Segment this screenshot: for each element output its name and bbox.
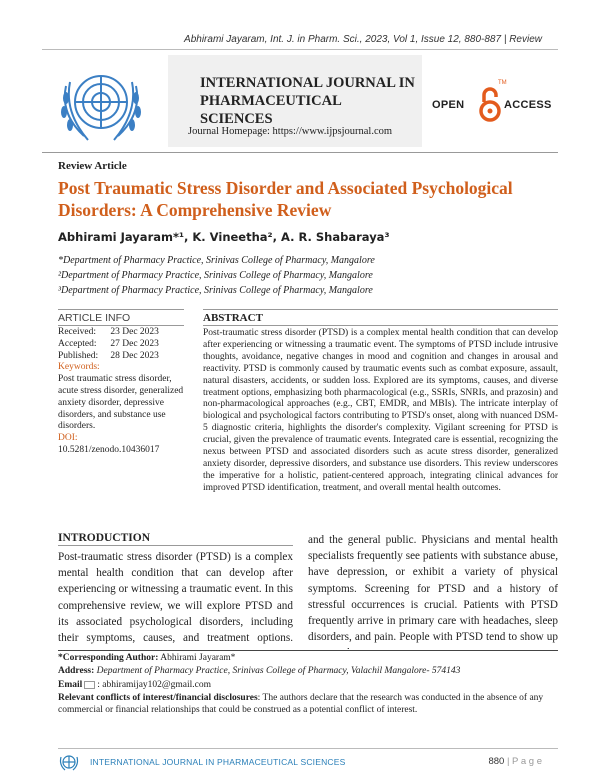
article-info-heading: ARTICLE INFO [58, 309, 184, 326]
affiliation-2: ²Department of Pharmacy Practice, Srinivas College of Pharmacy, Mangalore [58, 270, 373, 281]
keywords: Post traumatic stress disorder, acute stress disorder, generalized anxiety disorder, depressive disorders, and substance use disorders. [58, 374, 184, 432]
corresponding-name: Abhirami Jayaram* [160, 653, 236, 663]
footer-journal-name: INTERNATIONAL JOURNAL IN PHARMACEUTICAL SCIENCES [90, 757, 346, 767]
masthead-divider [42, 152, 558, 153]
conflicts-statement [58, 693, 558, 716]
email-line [58, 680, 558, 692]
article-authors: Abhirami Jayaram*¹, K. Vineetha², A. R. Shabaraya³ [58, 230, 390, 244]
open-access-badge [432, 80, 558, 126]
affiliation-3: ³Department of Pharmacy Practice, Srinivas College of Pharmacy, Mangalore [58, 285, 373, 296]
running-head: Abhirami Jayaram, Int. J. in Pharm. Sci., 2023, Vol 1, Issue 12, 880-887 | Review [184, 34, 542, 45]
header-divider [42, 49, 558, 50]
accepted-date: 27 Dec 2023 [110, 338, 159, 349]
published-date: 28 Dec 2023 [110, 350, 159, 361]
page-number [488, 756, 542, 767]
open-access-open-text: OPEN [432, 99, 465, 111]
journal-homepage[interactable]: Journal Homepage: https://www.ijpsjournal.com [188, 126, 393, 137]
accepted-label: Accepted: [58, 338, 97, 349]
page-word: | P a g e [506, 756, 542, 767]
article-type: Review Article [58, 160, 127, 172]
doi-label: DOI: [58, 433, 78, 444]
accepted-row [58, 339, 198, 351]
address-label: Address: [58, 666, 95, 676]
conflicts-label: Relevant conflicts of interest/financial disclosures [58, 693, 258, 703]
introduction-column-2: and the general public. Physicians and mental health specialists frequently see patients with substance abuse, have depression, or exhibit a variety of physical symptoms. Screening for PTSD and a history of stressful occurrences is crucial. Patients with PTSD frequently arrive in primary care with headaches, sleep disorders, and pain. People with PTSD tend to show up [308, 534, 558, 644]
corresponding-author [58, 653, 558, 665]
conflicts-text: : The authors declare that the research was conducted in the absence of any commercial or financial relationships that could be construed as a potential conflict of interest. [58, 693, 544, 715]
open-lock-icon [479, 86, 501, 122]
journal-title: INTERNATIONAL JOURNAL IN PHARMACEUTICAL SCIENCES [200, 75, 415, 127]
affiliation-1: *Department of Pharmacy Practice, Srinivas College of Pharmacy, Mangalore [58, 255, 375, 266]
received-date: 23 Dec 2023 [110, 327, 159, 337]
abstract-text: Post-traumatic stress disorder (PTSD) is a complex mental health condition that can develop after experiencing or witnessing a traumatic event. The symptoms of PTSD include intrusive thoughts, avoidance, negative changes in mood and cognition and changes in arousal and reactivity. PTSD is commonly caused by traumatic events such as combat exposure, assault, natural disasters, accidents, or sudden loss. Explored are its symptoms, causes, and diverse treatment options, emphasizing both pharmacological (e.g., SSRIs, SNRIs, and prazosin) and non-pharmacological approaches (e.g., CBT, EMDR, and MBIs). The intricate interplay of biological and psychological factors contributing to PTSD's onset, along with nuanced DSM-5 diagnostic criteria, highlights the disorder's complexity. Vigilant screening for PTSD is crucial, given the prevalence of traumatic events. Integrated care is essential, recognizing the nexus between PTSD and associated disorders such as acute stress disorder, generalized anxiety disorder, depressive disorders, and substance use disorders. This review underscores the imperative for a holistic, patient-centered approach, integrating clinical advances for improved PTSD identification, treatment, and overall mental health outcomes. [203, 328, 558, 493]
open-access-access-text: ACCESS [504, 99, 552, 111]
doi-value[interactable]: 10.5281/zenodo.10436017 [58, 444, 160, 455]
footer-emblem-logo [58, 753, 80, 771]
email-label: Email [58, 680, 83, 690]
article-title: Post Traumatic Stress Disorder and Associated Psychological Disorders: A Comprehensive Review [58, 178, 513, 220]
page-number-value: 880 [488, 756, 505, 767]
published-label: Published: [58, 350, 99, 361]
corresponding-label: *Corresponding Author: [58, 653, 159, 663]
abstract-heading: ABSTRACT [203, 309, 558, 326]
article-info [58, 327, 198, 457]
journal-emblem-logo [44, 56, 158, 152]
received-label: Received: [58, 327, 96, 337]
introduction-heading: INTRODUCTION [58, 532, 293, 546]
keywords-label: Keywords: [58, 362, 100, 373]
open-access-tm: TM [498, 80, 507, 86]
footnote-divider [58, 650, 558, 651]
introduction-column-1: Post-traumatic stress disorder (PTSD) is a complex mental health condition that can develop after experiencing or witnessing a traumatic event. In this comprehensive review, we will explore PTSD and its associated psychological disorders, including their symptoms, causes, and treatment options. [58, 551, 293, 645]
email-value[interactable]: : abhiramijay102@gmail.com [97, 680, 212, 690]
received-row [58, 327, 198, 339]
address-value: Department of Pharmacy Practice, Srinivas College of Pharmacy, Valachil Mangalore- 574143 [96, 666, 461, 676]
mail-icon [84, 681, 95, 689]
address-line [58, 666, 558, 678]
footer-divider [58, 748, 558, 749]
published-row [58, 351, 198, 363]
